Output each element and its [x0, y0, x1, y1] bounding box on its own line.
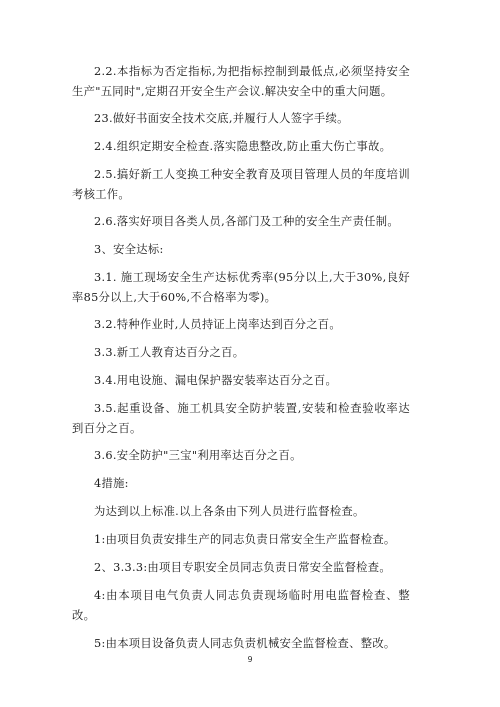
paragraph-2-2: 2.2.本指标为否定指标,为把指标控制到最低点,必须坚持安全生产"五同时",定期召开安全生产会议.解决安全中的重大问题。: [72, 65, 410, 98]
paragraph-2-3: 23.做好书面安全技术交底,并履行人人签字手续。: [94, 112, 349, 125]
paragraph-3-6: 3.6.安全防护"三宝"利用率达百分之百。: [94, 449, 302, 462]
section-heading-safety-standard: 3、安全达标:: [94, 243, 164, 256]
paragraph-measure-1: 1:由项目负责安排生产的同志负责日常安全生产监督检查。: [94, 533, 396, 546]
paragraph-3-4: 3.4.用电设施、漏电保护器安装率达百分之百。: [94, 374, 338, 387]
paragraph-measures-intro: 为达到以上标准.以上各条由下列人员进行监督检查。: [94, 505, 365, 518]
paragraph-measure-2-3: 2、3.3.3:由项目专职安全员同志负责日常安全监督检查。: [94, 561, 391, 574]
paragraph-3-2: 3.2.特种作业时,人员持证上岗率达到百分之百。: [94, 318, 341, 331]
paragraph-3-5: 3.5.起重设备、施工机具安全防护装置,安装和检查验收率达到百分之百。: [72, 402, 410, 435]
paragraph-3-3: 3.3.新工人教育达百分之百。: [94, 346, 245, 359]
paragraph-2-5: 2.5.搞好新工人变换工种安全教育及项目管理人员的年度培训考核工作。: [72, 168, 410, 201]
section-heading-measures: 4措施:: [94, 477, 129, 490]
page-number: 9: [247, 655, 253, 664]
paragraph-2-4: 2.4.组织定期安全检查.落实隐患整改,防止重大伤亡事故。: [94, 140, 392, 153]
paragraph-measure-4: 4:由本项目电气负责人同志负责现场临时用电监督检查、整改。: [72, 589, 410, 622]
paragraph-2-6: 2.6.落实好项目各类人员,各部门及工种的安全生产责任制。: [94, 215, 399, 228]
paragraph-3-1: 3.1. 施工现场安全生产达标优秀率(95分以上,大于30%,良好率85分以上,大于60%,不合格率为零)。: [72, 271, 410, 304]
paragraph-measure-5: 5:由本项目设备负责人同志负责机械安全监督检查、整改。: [94, 637, 396, 650]
document-body: [72, 62, 410, 662]
